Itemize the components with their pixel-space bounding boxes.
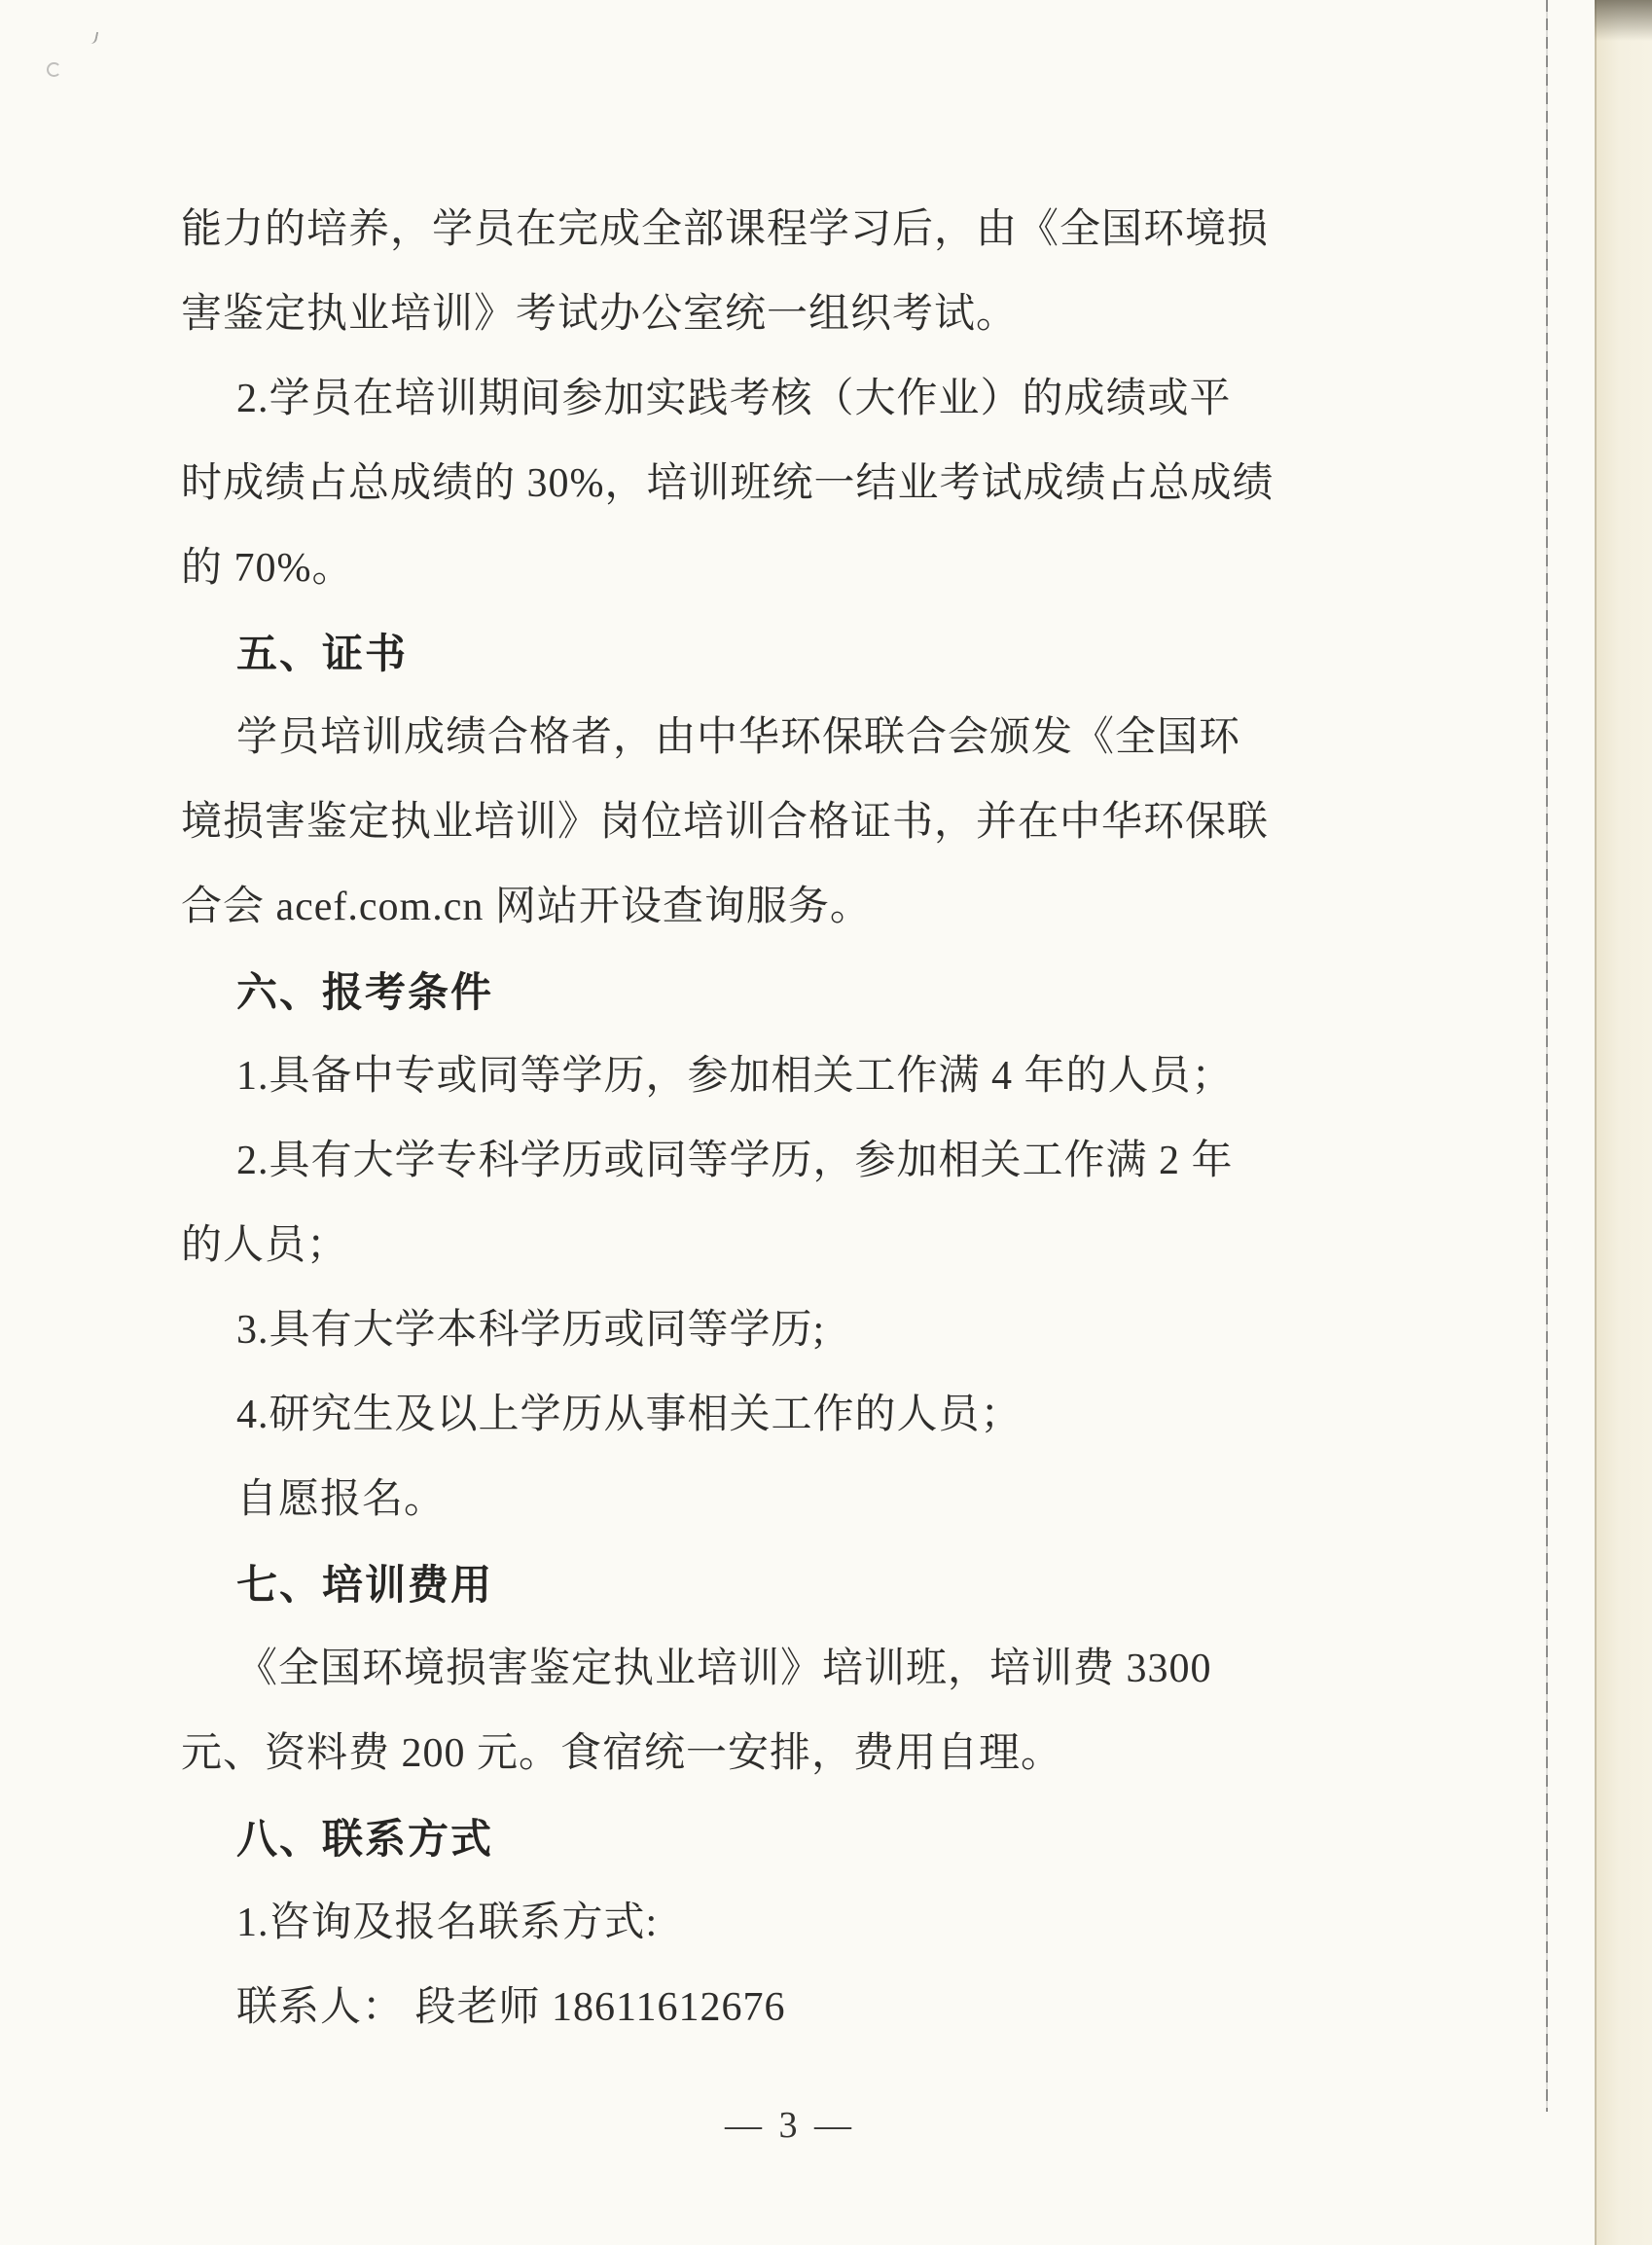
document-body: [181, 188, 1280, 2050]
list-item: 1.具备中专或同等学历，参加相关工作满 4 年的人员；: [236, 1054, 1234, 1099]
list-item: 2.具有大学专科学历或同等学历，参加相关工作满 2 年: [236, 1139, 1234, 1183]
section-heading-contact: 八、联系方式: [236, 1816, 494, 1862]
scan-artifact: [87, 30, 98, 45]
text-line: 合会 acef.com.cn 网站开设查询服务。: [181, 885, 872, 929]
scan-line-artifact: [1546, 0, 1548, 2112]
contact-line: 联系人： 段老师 18611612676: [236, 1985, 786, 2030]
list-item: 4.研究生及以上学历从事相关工作的人员；: [236, 1393, 1023, 1437]
text-line: 害鉴定执业培训》考试办公室统一组织考试。: [181, 292, 1019, 337]
text-line: 学员培训成绩合格者，由中华环保联合会颁发《全国环: [236, 715, 1241, 760]
list-item: 3.具有大学本科学历或同等学历;: [236, 1308, 826, 1353]
text-line: 《全国环境损害鉴定执业培训》培训班，培训费 3300: [236, 1647, 1212, 1691]
text-line: 时成绩占总成绩的 30%，培训班统一结业考试成绩占总成绩: [181, 461, 1275, 506]
text-line: 的 70%。: [181, 546, 354, 591]
text-line: 元、资料费 200 元。食宿统一安排，费用自理。: [181, 1731, 1063, 1776]
text-line: 2.学员在培训期间参加实践考核（大作业）的成绩或平: [236, 377, 1232, 421]
page-number: — 3 —: [725, 2105, 855, 2146]
scan-artifact: [47, 62, 61, 77]
section-heading-certificate: 五、证书: [236, 631, 409, 676]
section-heading-requirements: 六、报考条件: [236, 969, 494, 1015]
text-line: 的人员；: [181, 1223, 349, 1268]
text-line: 自愿报名。: [236, 1477, 447, 1522]
list-item: 1.咨询及报名联系方式:: [236, 1901, 659, 1945]
text-line: 境损害鉴定执业培训》岗位培训合格证书，并在中华环保联: [181, 800, 1270, 845]
page-edge: [1595, 0, 1652, 2245]
section-heading-fees: 七、培训费用: [236, 1562, 494, 1608]
text-line: 能力的培养，学员在完成全部课程学习后，由《全国环境损: [181, 207, 1270, 252]
page-edge-corner: [1595, 0, 1652, 41]
